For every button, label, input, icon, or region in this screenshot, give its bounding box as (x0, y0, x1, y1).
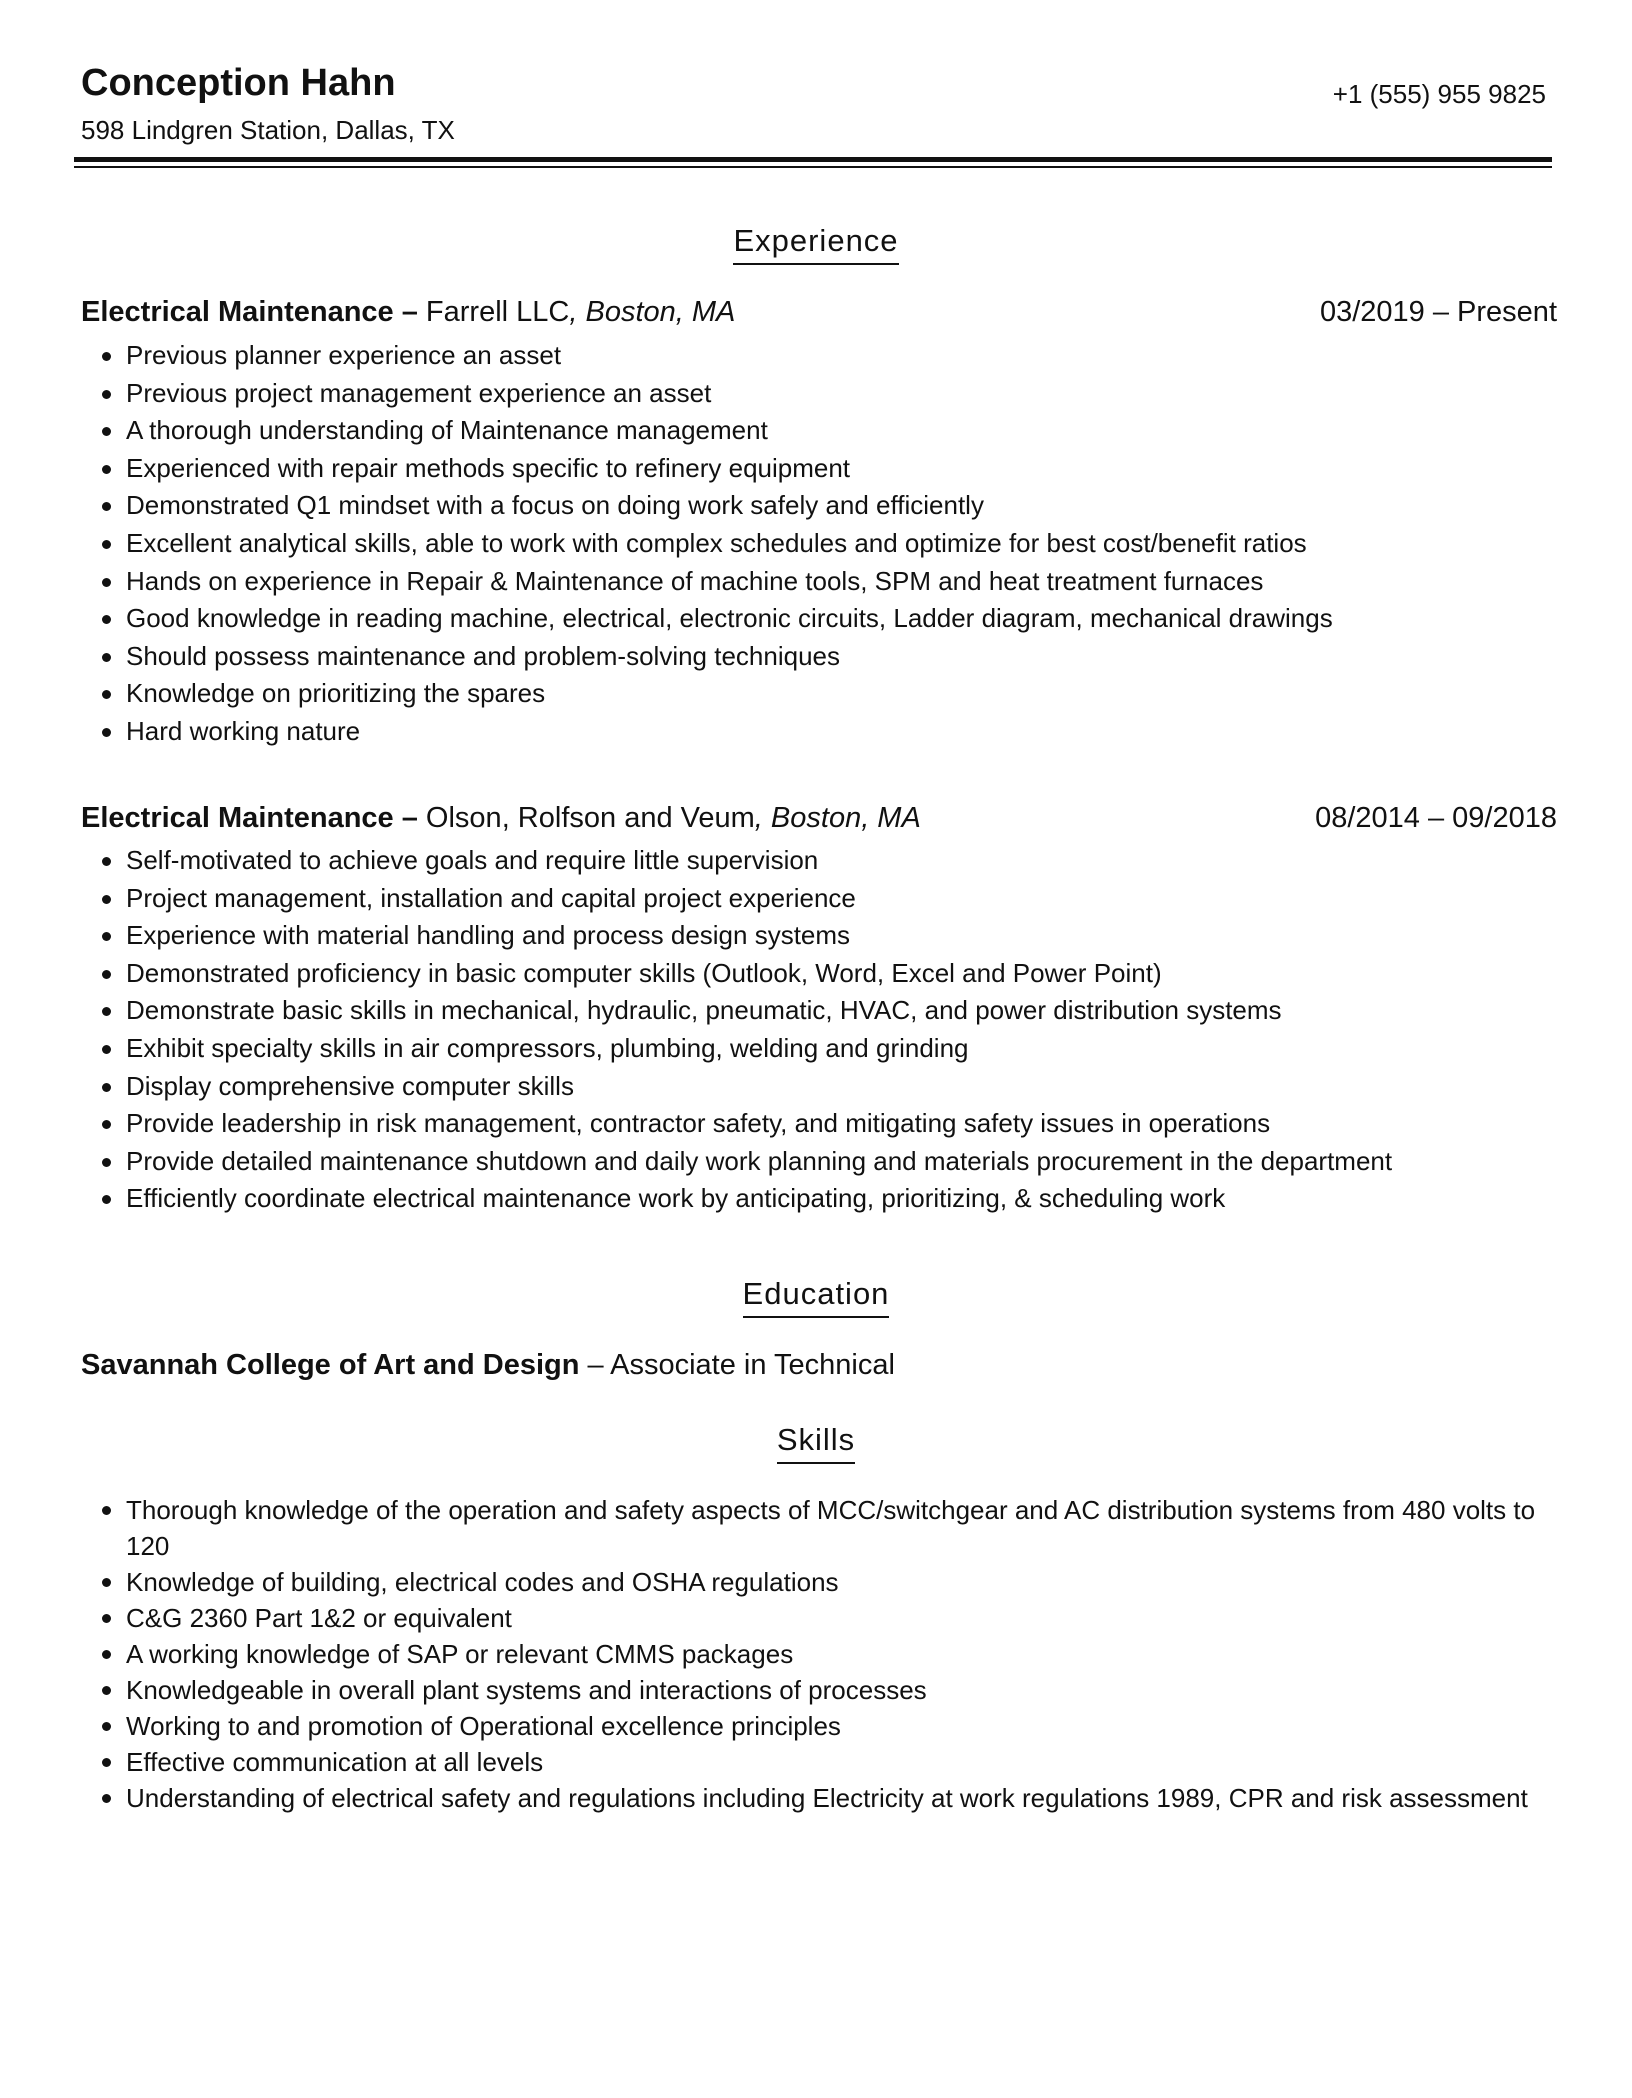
list-item: Knowledge on prioritizing the spares (81, 675, 1557, 713)
list-item: Effective communication at all levels (81, 1744, 1557, 1780)
skills-heading-label: Skills (777, 1421, 855, 1464)
skills-bullet-list (81, 1492, 1557, 1816)
list-item: A thorough understanding of Maintenance management (81, 412, 1557, 450)
list-item: Project management, installation and capital project experience (81, 880, 1557, 918)
job-location: , Boston, MA (569, 296, 736, 328)
education-heading (0, 1275, 1632, 1318)
list-item: Display comprehensive computer skills (81, 1068, 1557, 1106)
list-item: A working knowledge of SAP or relevant CMMS packages (81, 1636, 1557, 1672)
list-item: Exhibit specialty skills in air compressors, plumbing, welding and grinding (81, 1030, 1557, 1068)
list-item: Provide leadership in risk management, contractor safety, and mitigating safety issues in operations (81, 1105, 1557, 1143)
list-item: Knowledge of building, electrical codes and OSHA regulations (81, 1564, 1557, 1600)
job-location: , Boston, MA (754, 802, 921, 834)
candidate-name: Conception Hahn (81, 62, 396, 104)
candidate-phone: +1 (555) 955 9825 (1332, 79, 1546, 109)
list-item: Experience with material handling and process design systems (81, 917, 1557, 955)
list-item: Demonstrate basic skills in mechanical, hydraulic, pneumatic, HVAC, and power distribution systems (81, 992, 1557, 1030)
list-item: Self-motivated to achieve goals and require little supervision (81, 842, 1557, 880)
list-item: Hard working nature (81, 713, 1557, 751)
list-item: Previous planner experience an asset (81, 337, 1557, 375)
list-item: Understanding of electrical safety and regulations including Electricity at work regulations 1989, CPR and risk assessment (81, 1780, 1557, 1816)
list-item: Previous project management experience an asset (81, 375, 1557, 413)
header-divider-thick (74, 157, 1552, 162)
job-company: Olson, Rolfson and Veum (417, 802, 755, 834)
job-2-bullet-list (81, 842, 1557, 1218)
list-item: C&G 2360 Part 1&2 or equivalent (81, 1600, 1557, 1636)
list-item: Excellent analytical skills, able to work with complex schedules and optimize for best cost/benefit ratios (81, 525, 1557, 563)
education-degree: – Associate in Technical (579, 1349, 895, 1381)
skills-heading (0, 1421, 1632, 1464)
list-item: Demonstrated proficiency in basic computer skills (Outlook, Word, Excel and Power Point) (81, 955, 1557, 993)
list-item: Working to and promotion of Operational excellence principles (81, 1708, 1557, 1744)
job-dates: 08/2014 – 09/2018 (1315, 802, 1557, 834)
list-item: Should possess maintenance and problem-solving techniques (81, 638, 1557, 676)
education-school: Savannah College of Art and Design (81, 1349, 580, 1381)
job-company: Farrell LLC (417, 296, 570, 328)
header-divider-thin (74, 166, 1552, 168)
job-1-bullet-list (81, 337, 1557, 751)
job-header-1 (81, 294, 1557, 330)
list-item: Experienced with repair methods specific to refinery equipment (81, 450, 1557, 488)
list-item: Hands on experience in Repair & Maintenance of machine tools, SPM and heat treatment furnaces (81, 563, 1557, 601)
list-item: Demonstrated Q1 mindset with a focus on doing work safely and efficiently (81, 487, 1557, 525)
job-dates: 03/2019 – Present (1319, 296, 1557, 328)
list-item: Efficiently coordinate electrical maintenance work by anticipating, prioritizing, & scheduling work (81, 1180, 1557, 1218)
job-header-2 (81, 800, 1557, 836)
list-item: Provide detailed maintenance shutdown and daily work planning and materials procurement in the department (81, 1143, 1557, 1181)
candidate-address: 598 Lindgren Station, Dallas, TX (81, 115, 455, 145)
education-heading-label: Education (743, 1275, 890, 1318)
experience-heading (0, 222, 1632, 265)
experience-heading-label: Experience (733, 222, 898, 265)
job-title: Electrical Maintenance – (81, 802, 418, 834)
list-item: Thorough knowledge of the operation and safety aspects of MCC/switchgear and AC distribution systems from 480 volts to 120 (81, 1492, 1557, 1564)
list-item: Knowledgeable in overall plant systems and interactions of processes (81, 1672, 1557, 1708)
list-item: Good knowledge in reading machine, electrical, electronic circuits, Ladder diagram, mechanical drawings (81, 600, 1557, 638)
education-entry (81, 1347, 895, 1383)
job-title: Electrical Maintenance – (81, 296, 418, 328)
